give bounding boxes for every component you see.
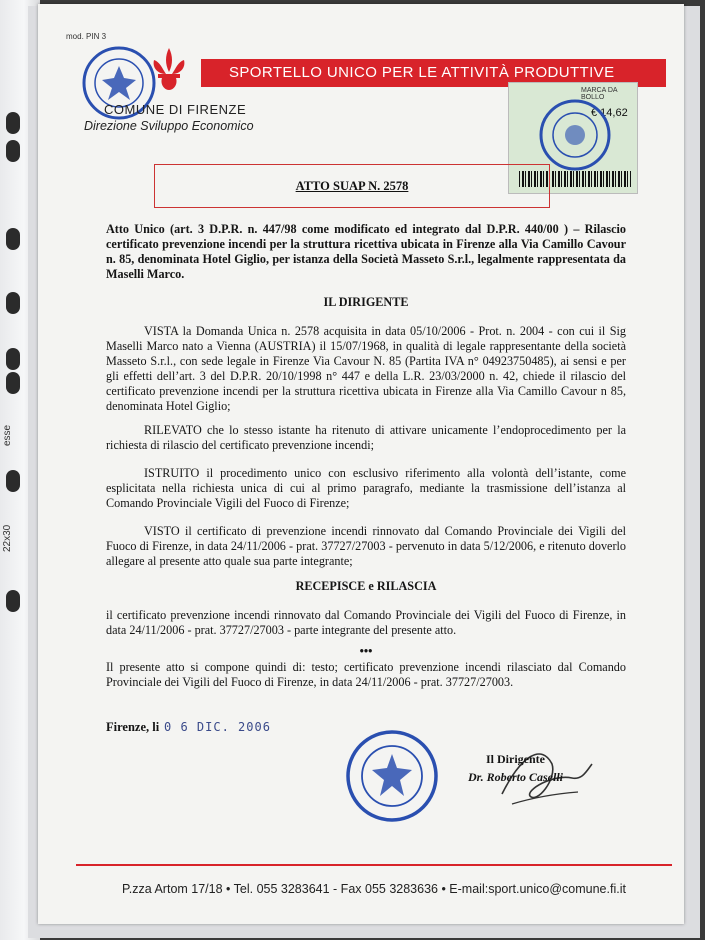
paragraph-certificato: il certificato prevenzione incendi rinnovato dal Comando Provinciale dei Vigili del Fuoco di Firenze, in data 24/11/2006 - prat. 37727/27003 - parte integrante del presente atto. [106, 608, 626, 637]
binder-hole [6, 228, 20, 250]
binder-hole [6, 372, 20, 394]
binder-hole [6, 590, 20, 612]
title-box [154, 164, 550, 208]
place-label: Firenze, li [106, 720, 160, 734]
section-heading-recepisce: RECEPISCE e RILASCIA [295, 579, 437, 593]
paragraph-istruito: ISTRUITO il procedimento unico con esclusivo riferimento alla volontà dell’istante, come esplicitata nella richiesta unica di cui al primo paragrafo, mediante la trasmissione dell’istanza al Comando Provinciale Vigili del Fuoco di Firenze; [106, 466, 626, 510]
paragraph-visto: VISTO il certificato di prevenzione incendi rinnovato dal Comando Provinciale dei Vigili del Fuoco di Firenze, in data 24/11/2006 - prat. 37727/27003 - pervenuto in data 5/12/2006, e ritenuto doverlo allegare al presente atto quale sua parte integrante; [106, 524, 626, 568]
header-banner: SPORTELLO UNICO PER LE ATTIVITÀ PRODUTTIVE [201, 59, 666, 87]
binder-size: 22x30 [2, 524, 13, 552]
revenue-stamp-value: € 14,62 [591, 107, 628, 119]
date-stamp: 0 6 DIC. 2006 [164, 720, 271, 734]
binder-brand: esse [2, 424, 13, 446]
separator-dots: ••• [359, 644, 373, 658]
florence-lily-icon [150, 46, 188, 92]
paragraph-vista: VISTA la Domanda Unica n. 2578 acquisita in data 05/10/2006 - Prot. n. 2004 - con cui il Sig Maselli Marco nato a Vienna (AUSTRIA) il 15/07/1968, in qualità di legale rappresentante della società Masseto S.r.l., con sede legale in Firenze Via Cavour N. 85 (Partita IVA n° 04923750485), ai sensi e per gli effetti dell’art. 3 del D.P.R. 20/10/1998 n° 447 e della L.R. 23/03/2000 n. 42, chiede il rilascio del certificato prevenzione incendi per la struttura ricettiva ubicata in Firenze alla Via Camillo Cavour n 85, denominata Hotel Giglio; [106, 324, 626, 413]
signatory-role: Il Dirigente [486, 752, 545, 766]
comune-name: COMUNE DI FIRENZE [104, 102, 247, 117]
footer-contacts: P.zza Artom 17/18 • Tel. 055 3283641 - Fax 055 3283636 • E-mail:sport.unico@comune.fi.it [122, 882, 626, 896]
binder-hole [6, 348, 20, 370]
direzione-name: Direzione Sviluppo Economico [84, 119, 254, 133]
binder-hole [6, 470, 20, 492]
binder-hole [6, 292, 20, 314]
section-heading-dirigente: IL DIRIGENTE [323, 295, 409, 309]
revenue-stamp-label: MARCA DA BOLLO [581, 87, 618, 101]
document-page [38, 4, 684, 924]
form-code: mod. PIN 3 [66, 32, 107, 41]
paragraph-rilevato: RILEVATO che lo stesso istante ha ritenuto di attivare unicamente l’endoprocedimento per la richiesta di rilascio del certificato prevenzione incendi; [106, 423, 626, 452]
signatory-name: Dr. Roberto Caselli [468, 770, 564, 784]
official-seal-icon [344, 728, 440, 824]
document-title: ATTO SUAP N. 2578 [295, 179, 409, 193]
cancellation-stamp-icon [535, 95, 615, 175]
binder-hole [6, 112, 20, 134]
intro-paragraph: Atto Unico (art. 3 D.P.R. n. 447/98 come modificato ed integrato dal D.P.R. 440/00 ) – Rilascio certificato prevenzione incendi per la struttura ricettiva ubicata in Firenze alla Via Camillo Cavour n. 85, denominata Hotel Giglio, per istanza della Società Masseto S.r.l., legalmente rappresentata da Maselli Marco. [106, 222, 626, 281]
binder-hole [6, 140, 20, 162]
paragraph-composizione: Il presente atto si compone quindi di: testo; certificato prevenzione incendi rilasciato dal Comando Provinciale dei Vigili del Fuoco di Firenze, in data 24/11/2006 - prat. 37727/27003. [106, 660, 626, 689]
footer-divider [76, 864, 672, 866]
